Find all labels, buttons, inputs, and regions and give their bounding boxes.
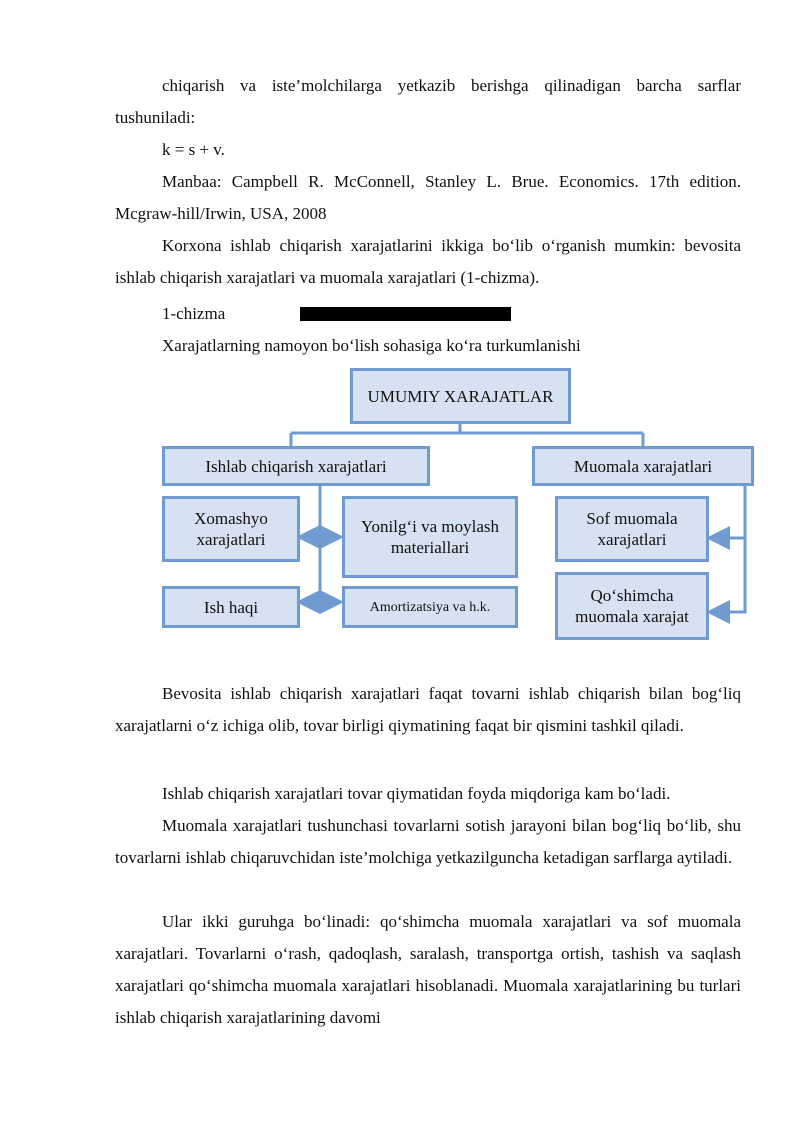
branch-label-production: Ishlab chiqarish xarajatlari [205, 456, 387, 476]
box-pure-circulation [555, 496, 709, 562]
label-additional-circulation: Qo‘shimcha muomala xarajat [575, 586, 689, 626]
branch-box-circulation-costs [532, 446, 754, 486]
paragraph-production-vs-profit: Ishlab chiqarish xarajatlari tovar qiymatidan foyda miqdoriga kam bo‘ladi. [162, 784, 671, 803]
label-raw-materials: Xomashyo xarajatlari [194, 509, 268, 549]
paragraph-intro: chiqarish va iste’molchilarga yetkazib berishga qilinadigan barcha sarflar tushuniladi: [115, 76, 741, 127]
branch-label-circulation: Muomala xarajatlari [573, 456, 713, 476]
box-wages [162, 586, 300, 628]
label-fuel-lubricants: Yonilg‘i va moylash materiallari [360, 517, 500, 557]
label-wages: Ish haqi [203, 597, 259, 617]
paragraph-classification: Korxona ishlab chiqarish xarajatlarini ikkiga bo‘lib o‘rganish mumkin: bevosita ishlab chiqarish xarajatlari va muomala xarajatlari (1-chizma). [115, 236, 741, 287]
label-pure-circulation: Sof muomala xarajatlari [586, 509, 678, 549]
label-depreciation: Amortizatsiya va h.k. [369, 599, 491, 615]
paragraph-circulation-groups: Ular ikki guruhga bo‘linadi: qo‘shimcha muomala xarajatlari va sof muomala xarajatlari. Tovarlarni o‘rash, qadoqlash, saralash, transportga ortish, tashish va saqlash xarajatlari qo‘shimcha muomala xarajatlari hisoblanadi. Muomala xarajatlarining bu turlari ishlab chiqarish xarajatlarining davomi [115, 912, 741, 1027]
box-fuel-lubricants [342, 496, 518, 578]
box-additional-circulation [555, 572, 709, 640]
paragraph-circulation-definition: Muomala xarajatlari tushunchasi tovarlarni sotish jarayoni bilan bog‘liq bo‘lib, shu tovarlarni ishlab chiqaruvchidan iste’molchiga yetkazilguncha ketadigan sarflarga aytiladi. [115, 816, 741, 867]
formula: k = s + v. [162, 140, 225, 159]
paragraph-direct-costs: Bevosita ishlab chiqarish xarajatlari faqat tovarni ishlab chiqarish bilan bog‘liq xarajatlarni o‘z ichiga olib, tovar birligi qiymatining faqat bir qismini tashkil qiladi. [115, 684, 741, 735]
branch-box-production-costs [162, 446, 430, 486]
figure-label: 1-chizma [162, 304, 226, 323]
box-depreciation [342, 586, 518, 628]
root-box-total-costs [350, 368, 571, 424]
source-citation: Manbaa: Campbell R. McConnell, Stanley L. Brue. Economics. 17th edition. Mcgraw-hill/Irwin, USA, 2008 [115, 172, 741, 223]
figure-caption: Xarajatlarning namoyon bo‘lish sohasiga ko‘ra turkumlanishi [162, 336, 581, 355]
root-label: UMUMIY XARAJATLAR [367, 386, 554, 406]
box-raw-materials [162, 496, 300, 562]
